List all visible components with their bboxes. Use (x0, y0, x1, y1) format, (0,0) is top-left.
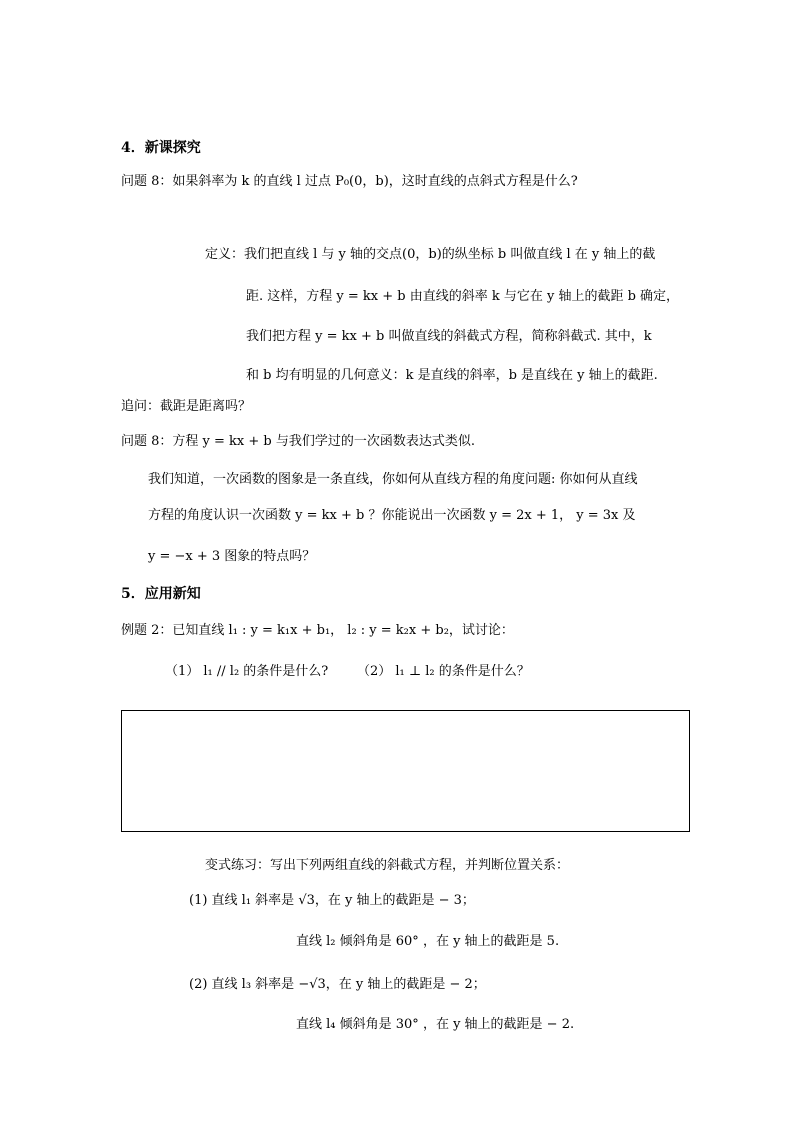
paragraph-line-1: 我们知道，一次函数的图象是一条直线，你如何从直线方程的角度问题: 你如何从直线 (148, 472, 638, 487)
variation-item-1b: 直线 l₂ 倾斜角是 60° ，在 y 轴上的截距是 5. (296, 934, 560, 949)
followup-question: 追问：截距是距离吗？ (121, 399, 252, 414)
example-2-part-2: （2） l₁ ⊥ l₂ 的条件是什么？ (357, 664, 530, 679)
answer-box[interactable] (121, 710, 690, 832)
section-5-heading: 5．应用新知 (121, 586, 201, 602)
variation-item-2b: 直线 l₄ 倾斜角是 30° ，在 y 轴上的截距是 − 2. (296, 1017, 575, 1032)
question-8-point-slope: 问题 8：如果斜率为 k 的直线 l 过点 P₀(0，b)，这时直线的点斜式方程是什么? (121, 174, 578, 189)
definition-line-1: 定义：我们把直线 l 与 y 轴的交点(0，b)的纵坐标 b 叫做直线 l 在 y 轴上的截 (205, 247, 656, 262)
variation-intro: 变式练习：写出下列两组直线的斜截式方程，并判断位置关系： (205, 858, 570, 873)
section-4-heading: 4．新课探究 (121, 140, 201, 156)
definition-line-3: 我们把方程 y = kx + b 叫做直线的斜截式方程，简称斜截式. 其中，k (246, 329, 652, 344)
definition-line-4: 和 b 均有明显的几何意义：k 是直线的斜率，b 是直线在 y 轴上的截距. (246, 368, 658, 383)
paragraph-line-3: y = −x + 3 图象的特点吗？ (148, 549, 316, 564)
example-2-part-1: （1） l₁ // l₂ 的条件是什么? (165, 664, 329, 679)
question-8-linear-function: 问题 8：方程 y = kx + b 与我们学过的一次函数表达式类似. (121, 434, 475, 449)
variation-item-1a: (1) 直线 l₁ 斜率是 √3，在 y 轴上的截距是 − 3； (189, 893, 475, 908)
paragraph-line-2: 方程的角度认识一次函数 y = kx + b ？你能说出一次函数 y = 2x + 1， y = 3x 及 (148, 508, 636, 523)
variation-item-2a: (2) 直线 l₃ 斜率是 −√3，在 y 轴上的截距是 − 2； (189, 977, 486, 992)
example-2-statement: 例题 2：已知直线 l₁ : y = k₁x + b₁， l₂ : y = k₂x + b₂，试讨论： (121, 623, 514, 638)
definition-line-2: 距. 这样，方程 y = kx + b 由直线的斜率 k 与它在 y 轴上的截距 b 确定， (246, 289, 680, 304)
